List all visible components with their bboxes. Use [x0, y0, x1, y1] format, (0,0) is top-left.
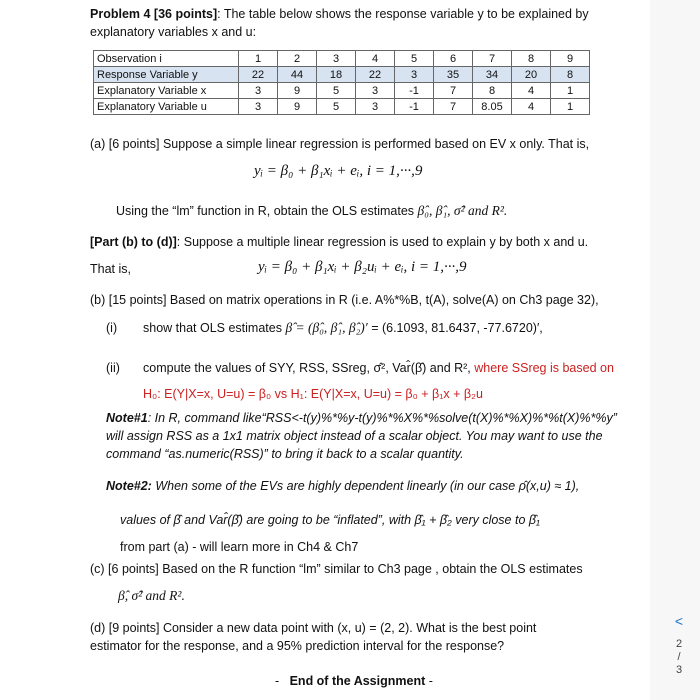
table-cell: 3 — [239, 83, 278, 99]
table-cell: 44 — [278, 67, 317, 83]
row-label: Explanatory Variable u — [94, 99, 239, 115]
table-cell: 3 — [239, 99, 278, 115]
table-cell: 22 — [356, 67, 395, 83]
right-gutter — [650, 0, 700, 700]
end-dash-right: - — [428, 674, 433, 688]
table-cell: 7 — [434, 83, 473, 99]
table-cell: 34 — [473, 67, 512, 83]
page-separator: / — [677, 651, 681, 663]
part-a-equation: yᵢ = β₀ + β₁xᵢ + eᵢ, i = 1,···,9 — [254, 163, 423, 179]
part-bd-intro — [90, 234, 588, 250]
table-cell: 3 — [317, 51, 356, 67]
part-b-i-result: = (6.1093, 81.6437, -77.6720)′, — [367, 321, 543, 335]
end-dash-left: - — [275, 674, 280, 688]
part-b-text: (b) [15 points] Based on matrix operations in R (i.e. A%*%B, t(A), solve(A) on Ch3 page 32), — [90, 293, 599, 307]
table-cell: 7 — [434, 99, 473, 115]
part-d-line2: estimator for the response, and a 95% prediction interval for the response? — [90, 639, 505, 653]
table-cell: 9 — [278, 99, 317, 115]
total-pages: 3 — [675, 664, 683, 676]
part-a-instruction-math: β̂₀, β̂₁, σ̂² and R². — [417, 203, 508, 218]
part-b-ii-text: compute the values of SYY, RSS, SSreg, σ̂², Var̂(β̂) and R², — [143, 361, 475, 375]
table-cell: 5 — [317, 83, 356, 99]
part-c-text: (c) [6 points] Based on the R function “lm” similar to Ch3 page , obtain the OLS estimates — [90, 562, 583, 576]
note2-line2: values of β̂ and Var̂(β̂) are going to be “inflated”, with β̂₁ + β̂₂ very close to β̂₁ — [120, 513, 540, 527]
part-bd-text: : Suppose a multiple linear regression is used to explain y by both x and u. — [176, 235, 589, 249]
part-bd-heading: [Part (b) to (d)] — [90, 235, 177, 249]
note1-line2: will assign RSS as a 1x1 matrix object instead of a scalar object. You may want to use the — [106, 429, 603, 443]
part-bd-equation: yᵢ = β₀ + β₁xᵢ + β₂uᵢ + eᵢ, i = 1,···,9 — [258, 259, 467, 275]
table-cell: 4 — [512, 83, 551, 99]
note2-label: Note#2: — [106, 479, 152, 493]
table-cell: 3 — [356, 99, 395, 115]
part-a-text: (a) [6 points] Suppose a simple linear regression is performed based on EV x only. That is, — [90, 137, 590, 151]
table-cell: 9 — [551, 51, 590, 67]
part-b-i-line — [143, 320, 543, 336]
part-b-i-math: β̂ = (β̂₀, β̂₁, β̂₂)′ — [285, 320, 368, 335]
table-cell: 22 — [239, 67, 278, 83]
table-cell: -1 — [395, 99, 434, 115]
row-label: Observation i — [94, 51, 239, 67]
row-label: Response Variable y — [94, 67, 239, 83]
table-cell: 8 — [512, 51, 551, 67]
table-cell: 4 — [356, 51, 395, 67]
table-row — [94, 99, 590, 115]
problem-intro-line1 — [90, 6, 589, 22]
problem-intro-text: : The table below shows the response variable y to be explained by — [217, 7, 589, 21]
problem-intro-line2: explanatory variables x and u: — [90, 25, 257, 39]
part-a-instruction — [116, 203, 507, 219]
problem-heading: Problem 4 [36 points] — [90, 7, 218, 21]
table-cell: 6 — [434, 51, 473, 67]
table-cell: -1 — [395, 83, 434, 99]
part-d-line1: (d) [9 points] Consider a new data point with (x, u) = (2, 2). What is the best point — [90, 621, 537, 635]
note2-line1 — [106, 478, 579, 494]
part-b-i-text: show that OLS estimates — [143, 321, 282, 335]
table-cell: 3 — [395, 67, 434, 83]
table-cell: 8 — [551, 67, 590, 83]
table-cell: 35 — [434, 67, 473, 83]
part-c-math: β̂, σ̂² and R². — [118, 588, 185, 603]
note1-line1 — [106, 410, 617, 426]
note2-line3: from part (a) - will learn more in Ch4 & Ch7 — [120, 540, 359, 554]
table-cell: 8.05 — [473, 99, 512, 115]
part-b-hypothesis: H₀: E(Y|X=x, U=u) = β₀ vs H₁: E(Y|X=x, U=u) = β₀ + β₁x + β₂u — [143, 387, 483, 401]
table-cell: 1 — [551, 83, 590, 99]
table-cell: 5 — [395, 51, 434, 67]
row-label: Explanatory Variable x — [94, 83, 239, 99]
table-cell: 4 — [512, 99, 551, 115]
table-cell: 18 — [317, 67, 356, 83]
table-cell: 7 — [473, 51, 512, 67]
part-b-ii-line — [143, 360, 614, 376]
chevron-left-icon[interactable]: < — [674, 613, 684, 629]
part-bd-that-is: That is, — [90, 262, 131, 276]
table-row — [94, 51, 590, 67]
note1-line3: command “as.numeric(RSS)” to bring it back to a scalar quantity. — [106, 447, 464, 461]
note1-text: : In R, command like“RSS<-t(y)%*%y-t(y)%*%X%*%solve(t(X)%*%X)%*%t(X)%*%y” — [147, 411, 617, 425]
data-table — [93, 50, 590, 115]
table-row — [94, 67, 590, 83]
table-cell: 1 — [551, 99, 590, 115]
part-a-instruction-text: Using the “lm” function in R, obtain the OLS estimates — [116, 204, 415, 218]
page-navigator — [669, 615, 689, 677]
table-cell: 1 — [239, 51, 278, 67]
table-cell: 20 — [512, 67, 551, 83]
table-cell: 9 — [278, 83, 317, 99]
part-b-ii-label: (ii) — [106, 361, 120, 375]
table-cell: 8 — [473, 83, 512, 99]
note2-text: When some of the EVs are highly dependent linearly (in our case ρ̂(x,u) ≈ 1), — [151, 479, 580, 493]
table-cell: 3 — [356, 83, 395, 99]
current-page: 2 — [675, 638, 683, 650]
note1-label: Note#1 — [106, 411, 148, 425]
end-text: End of the Assignment — [289, 674, 426, 688]
table-cell: 2 — [278, 51, 317, 67]
table-cell: 5 — [317, 99, 356, 115]
part-b-ii-red-text: where SSreg is based on — [474, 361, 614, 375]
table-row — [94, 83, 590, 99]
end-of-assignment — [275, 673, 433, 689]
part-b-i-label: (i) — [106, 321, 118, 335]
